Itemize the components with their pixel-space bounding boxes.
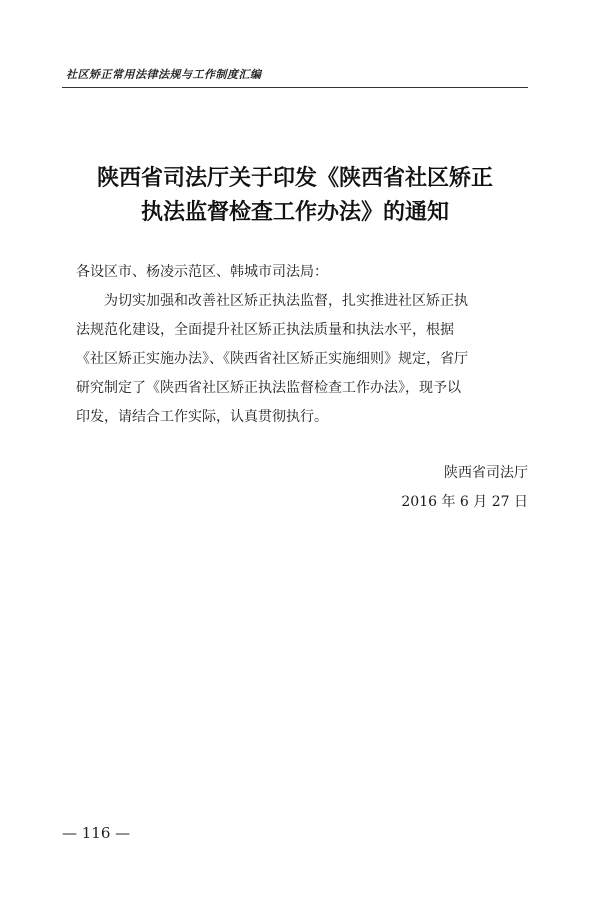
- body-line: 印发，请结合工作实际，认真贯彻执行。: [76, 409, 328, 425]
- signature-organization: 陕西省司法厅: [444, 465, 528, 481]
- title-line-2: 执法监督检查工作办法》的通知: [140, 200, 449, 225]
- header-divider: [62, 87, 528, 88]
- body-paragraph: [76, 287, 528, 432]
- body-line: 为切实加强和改善社区矫正执法监督，扎实推进社区矫正执: [104, 293, 468, 309]
- signature-date: 2016 年 6 月 27 日: [401, 494, 528, 510]
- body-line: 研究制定了《陕西省社区矫正执法监督检查工作办法》，现予以: [76, 380, 461, 396]
- page-number: — 116 —: [62, 824, 131, 842]
- document-title: [62, 162, 528, 230]
- body-line: 《社区矫正实施办法》、《陕西省社区矫正实施细则》规定，省厅: [76, 351, 468, 367]
- body-line: 法规范化建设，全面提升社区矫正执法质量和执法水平，根据: [76, 322, 454, 338]
- running-header: 社区矫正常用法律法规与工作制度汇编: [66, 68, 262, 81]
- title-line-1: 陕西省司法厅关于印发《陕西省社区矫正: [96, 166, 493, 191]
- salutation: 各设区市、杨凌示范区、韩城市司法局：: [76, 264, 328, 280]
